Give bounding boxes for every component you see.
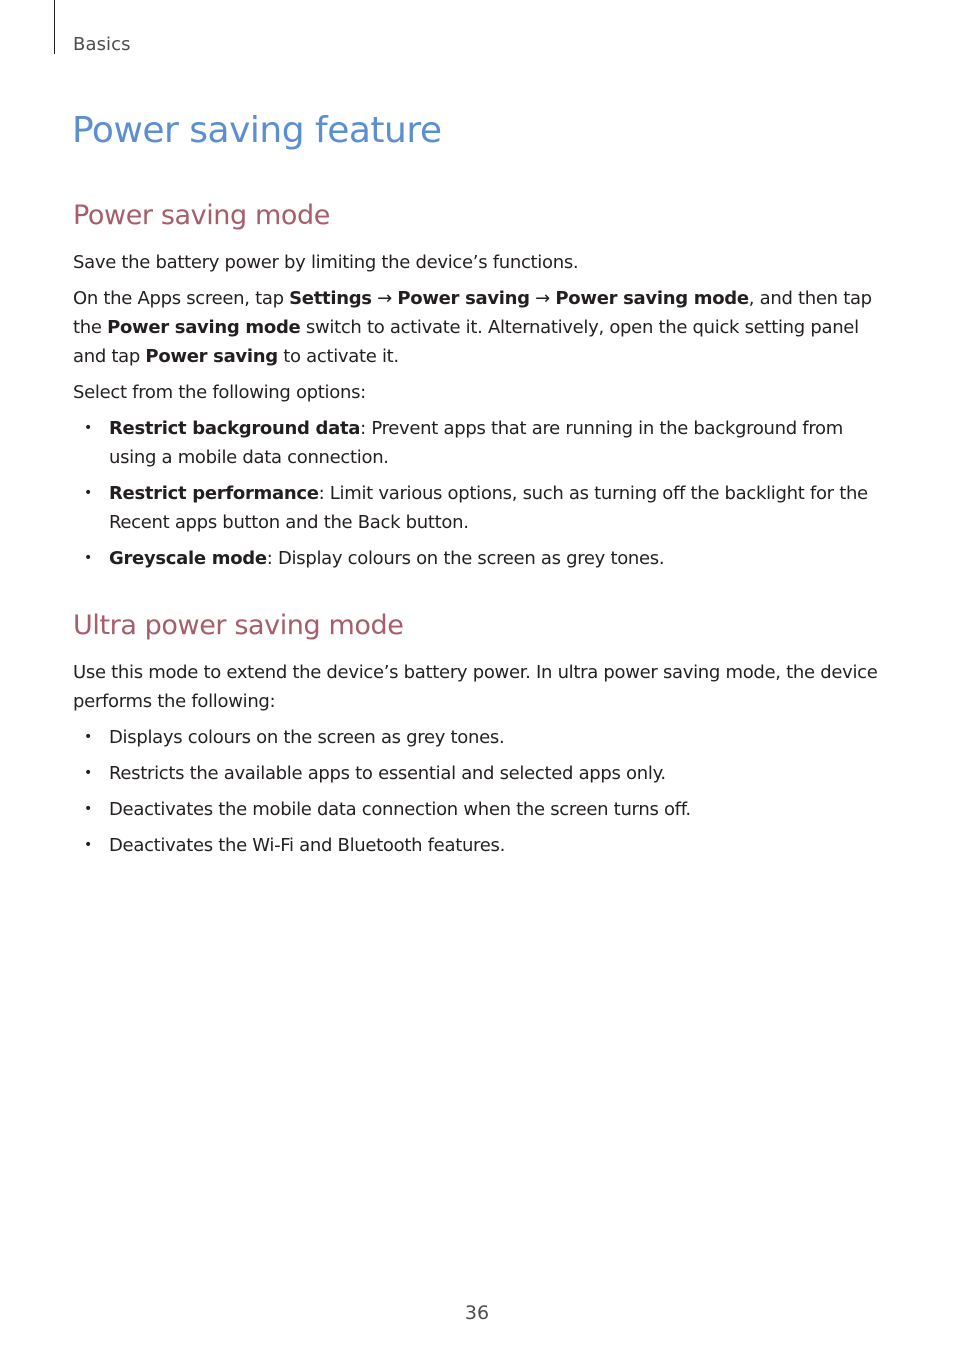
page-title: Power saving feature <box>72 110 442 151</box>
bullet-icon: • <box>84 729 92 745</box>
switch-name-power-saving-mode: Power saving mode <box>107 317 301 338</box>
text-run: switch to activate it. Alternatively, open the quick setting panel and tap <box>73 317 859 367</box>
arrow-icon: → <box>529 288 556 309</box>
list-item <box>73 759 893 788</box>
option-term: Restrict background data <box>109 418 361 439</box>
option-description: : Display colours on the screen as grey tones. <box>266 548 665 569</box>
options-intro: Select from the following options: <box>73 382 366 403</box>
quick-setting-power-saving: Power saving <box>145 346 278 367</box>
section-ultra-power-saving-mode <box>73 608 893 860</box>
bullet-icon: • <box>84 801 92 817</box>
instructions-paragraph <box>73 284 893 371</box>
option-description: : Prevent apps that are running in the background from using a mobile data connection. <box>109 418 843 468</box>
bullet-icon: • <box>84 550 92 566</box>
option-term: Greyscale mode <box>109 548 267 569</box>
list-item <box>73 479 893 537</box>
options-list <box>73 414 893 573</box>
list-item <box>73 414 893 472</box>
bullet-icon: • <box>84 837 92 853</box>
margin-rule <box>54 0 55 54</box>
list-item-text: Displays colours on the screen as grey tones. <box>109 727 505 748</box>
menu-path-power-saving-mode: Power saving mode <box>555 288 749 309</box>
bullet-icon: • <box>84 765 92 781</box>
section-intro: Save the battery power by limiting the device’s functions. <box>73 252 579 273</box>
text-run: to activate it. <box>277 346 399 367</box>
section-power-saving-mode <box>73 198 893 573</box>
page-content <box>73 198 893 867</box>
menu-path-settings: Settings <box>289 288 372 309</box>
list-item-text: Deactivates the Wi-Fi and Bluetooth features. <box>109 835 506 856</box>
list-item <box>73 795 893 824</box>
bullet-icon: • <box>84 485 92 501</box>
menu-path-power-saving: Power saving <box>397 288 530 309</box>
features-list <box>73 723 893 860</box>
list-item <box>73 544 893 573</box>
section-intro: Use this mode to extend the device’s battery power. In ultra power saving mode, the device performs the following: <box>73 662 878 712</box>
section-spacer <box>73 580 893 608</box>
option-description: : Limit various options, such as turning off the backlight for the Recent apps button and the Back button. <box>109 483 868 533</box>
section-heading-power-saving-mode: Power saving mode <box>73 200 330 231</box>
list-item-text: Deactivates the mobile data connection when the screen turns off. <box>109 799 691 820</box>
list-item <box>73 831 893 860</box>
bullet-icon: • <box>84 420 92 436</box>
option-term: Restrict performance <box>109 483 319 504</box>
text-run: , and then tap the <box>73 288 872 338</box>
list-item-text: Restricts the available apps to essential and selected apps only. <box>109 763 666 784</box>
page-number: 36 <box>464 1302 490 1324</box>
arrow-icon: → <box>371 288 398 309</box>
running-head: Basics <box>73 34 131 55</box>
text-run: On the Apps screen, tap <box>73 288 290 309</box>
section-heading-ultra-power-saving-mode: Ultra power saving mode <box>73 610 404 641</box>
list-item <box>73 723 893 752</box>
